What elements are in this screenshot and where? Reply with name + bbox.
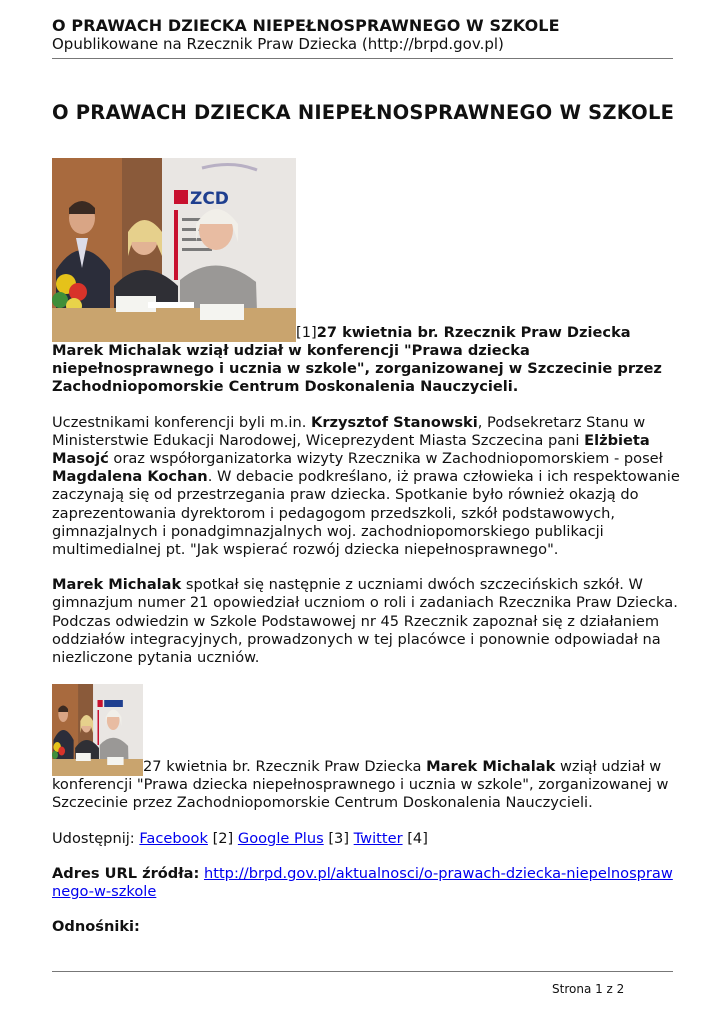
caption-text-2: wziął udział w konferencji "Prawa dziecka niepełnosprawnego i ucznia w szkole", zorganizowanej w Szczecinie przez Zachodniopomorskie Centrum Doskonalenia Nauczycieli. bbox=[52, 758, 669, 812]
article-body bbox=[52, 158, 682, 936]
facebook-ref: [2] bbox=[207, 829, 238, 847]
person-stanowski: Krzysztof Stanowski bbox=[311, 413, 478, 431]
para1-text-2: , Podsekretarz Stanu w Ministerstwie Edukacji Narodowej, Wiceprezydent Miasta Szczecina pani bbox=[52, 413, 646, 449]
header-divider bbox=[52, 58, 673, 59]
caption-paragraph bbox=[52, 684, 682, 812]
caption-person: Marek Michalak bbox=[426, 758, 556, 776]
lead-paragraph bbox=[52, 158, 682, 397]
source-label: Adres URL źródła: bbox=[52, 864, 200, 882]
references-heading: Odnośniki: bbox=[52, 918, 140, 936]
lead-text: 27 kwietnia br. Rzecznik Praw Dziecka Marek Michalak wziął udział w konferencji "Prawa dziecka niepełnosprawnego i ucznia w szkole", zorganizowanej w Szczecinie przez Zachodniopomorskie Centrum Doskonalenia Nauczycieli. bbox=[52, 323, 662, 396]
para1-text-4: . W debacie podkreślano, iż prawa człowieka i ich respektowanie zaczynają się od przestrzegania praw dziecka. Spotkanie było również okazją do zaprezentowania dyrektorom i pedagogom przedszkoli, szkół podstawowych, gimnazjalnych i ponadgimnazjalnych woj. zachodniopomorskiego publikacji multimedialnej pt. "Jak wspierać rozwój dziecka niepełnosprawnego". bbox=[52, 468, 680, 559]
twitter-ref: [4] bbox=[402, 829, 428, 847]
person-kochan: Magdalena Kochan bbox=[52, 468, 208, 486]
source-url-link[interactable]: http://brpd.gov.pl/aktualnosci/o-prawach-dziecka-niepelnosprawnego-w-szkole bbox=[52, 864, 673, 901]
share-label: Udostępnij: bbox=[52, 829, 140, 847]
header-title: O PRAWACH DZIECKA NIEPEŁNOSPRAWNEGO W SZKOLE bbox=[52, 16, 560, 35]
person-michalak: Marek Michalak bbox=[52, 576, 182, 594]
share-line bbox=[52, 830, 682, 848]
header-published-line: Opublikowane na Rzecznik Praw Dziecka (http://brpd.gov.pl) bbox=[52, 35, 504, 53]
source-url-line bbox=[52, 865, 682, 901]
paragraph-schools bbox=[52, 576, 682, 667]
google-plus-link[interactable]: Google Plus bbox=[237, 829, 324, 847]
document-header bbox=[52, 16, 673, 54]
para2-text: spotkał się następnie z uczniami dwóch szczecińskich szkół. W gimnazjum numer 21 opowiedział uczniom o roli i zadaniach Rzecznika Praw Dziecka. Podczas odwiedzin w Szkole Podstawowej nr 45 Rzecznik zapoznał się z działaniem oddziałów integracyjnych, prowadzonych w tej placówce i ponownie odpowiadał na niezliczone pytania uczniów. bbox=[52, 576, 678, 667]
caption-text-1: 27 kwietnia br. Rzecznik Praw Dziecka bbox=[143, 758, 427, 776]
facebook-link[interactable]: Facebook bbox=[139, 829, 208, 847]
paragraph-participants bbox=[52, 414, 682, 560]
person-masojc: Elżbieta Masojć bbox=[52, 431, 650, 468]
google-plus-ref: [3] bbox=[323, 829, 354, 847]
photo-reference: [1] bbox=[296, 323, 317, 341]
article-title: O PRAWACH DZIECKA NIEPEŁNOSPRAWNEGO W SZKOLE bbox=[52, 101, 675, 124]
conference-photo-thumbnail[interactable] bbox=[52, 684, 143, 776]
page-number: Strona 1 z 2 bbox=[552, 982, 625, 996]
para1-text-1: Uczestnikami konferencji byli m.in. bbox=[52, 413, 312, 431]
para1-text-3: oraz współorganizatorka wizyty Rzecznika w Zachodniopomorskiem - poseł bbox=[108, 450, 663, 468]
twitter-link[interactable]: Twitter bbox=[353, 829, 403, 847]
conference-photo bbox=[52, 158, 296, 342]
footer-divider bbox=[52, 971, 673, 972]
photo-logo-text: ZCD bbox=[190, 189, 229, 209]
